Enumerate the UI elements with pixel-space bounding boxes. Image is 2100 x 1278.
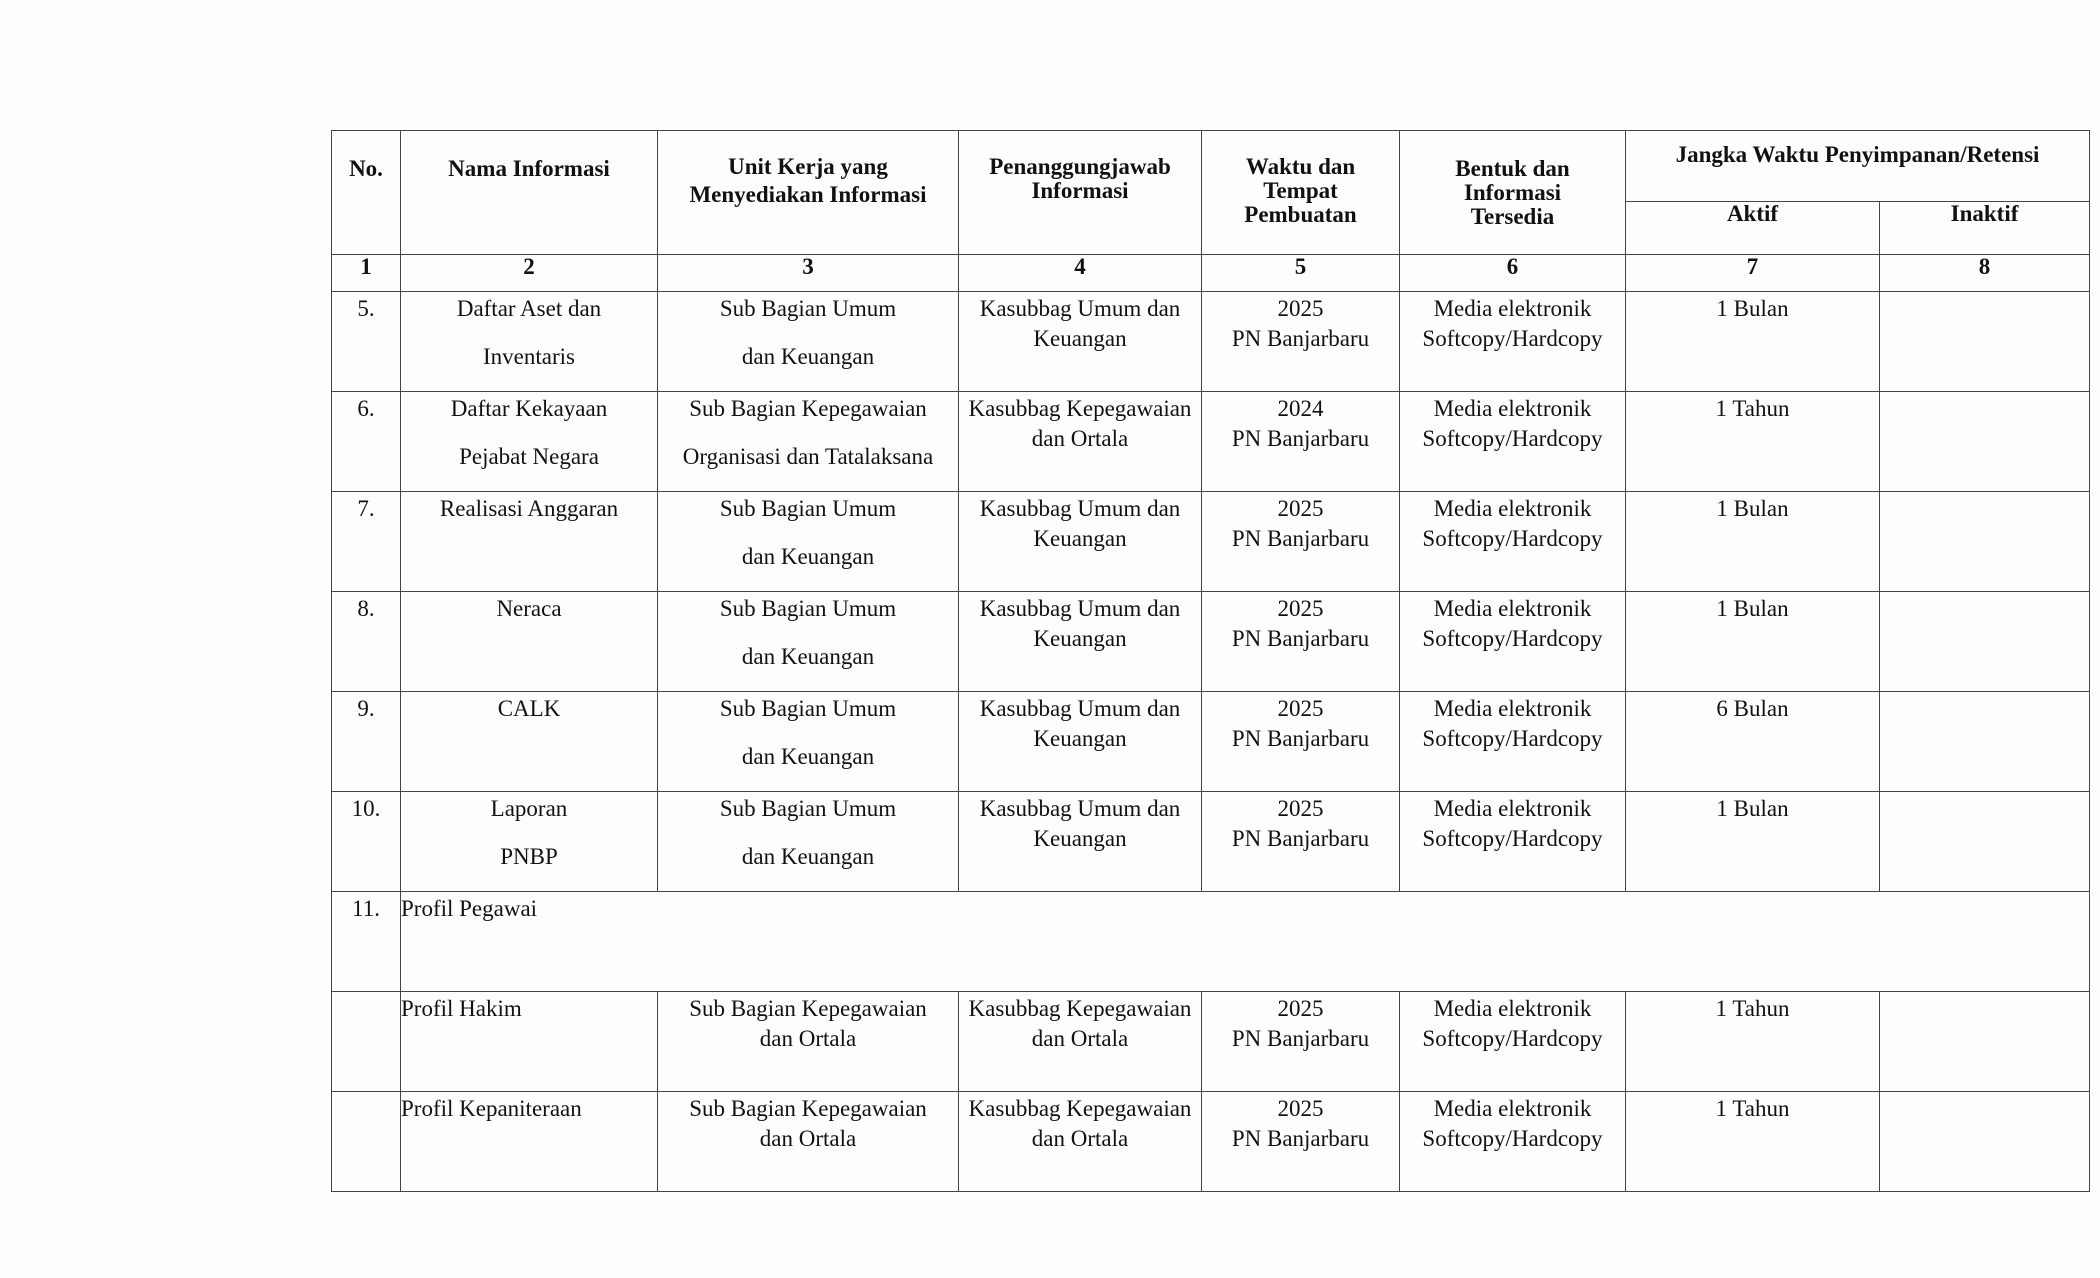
header-inaktif: Inaktif bbox=[1880, 202, 2090, 255]
cell-aktif: 1 Bulan bbox=[1626, 792, 1880, 892]
cell-aktif: 1 Bulan bbox=[1626, 292, 1880, 392]
header-penanggungjawab: Penanggungjawab Informasi bbox=[959, 131, 1202, 255]
cell-aktif: 6 Bulan bbox=[1626, 692, 1880, 792]
cell-unit-kerja: Sub Bagian Kepegawaian dan Ortala bbox=[658, 1092, 959, 1192]
cell-no: 10. bbox=[332, 792, 401, 892]
cell-aktif: 1 Bulan bbox=[1626, 592, 1880, 692]
col-number: 2 bbox=[401, 255, 658, 292]
cell-inaktif bbox=[1880, 992, 2090, 1092]
cell-no: 6. bbox=[332, 392, 401, 492]
cell-inaktif bbox=[1880, 692, 2090, 792]
cell-bentuk-informasi: Media elektronik Softcopy/Hardcopy bbox=[1400, 592, 1626, 692]
cell-bentuk-informasi: Media elektronik Softcopy/Hardcopy bbox=[1400, 1092, 1626, 1192]
cell-penanggungjawab: Kasubbag Kepegawaian dan Ortala bbox=[959, 392, 1202, 492]
cell-waktu-tempat: 2024 PN Banjarbaru bbox=[1202, 392, 1400, 492]
cell-unit-kerja: Sub Bagian Umum dan Keuangan bbox=[658, 492, 959, 592]
cell-aktif: 1 Tahun bbox=[1626, 992, 1880, 1092]
cell-unit-kerja: Sub Bagian Umum dan Keuangan bbox=[658, 292, 959, 392]
col-number: 7 bbox=[1626, 255, 1880, 292]
cell-penanggungjawab: Kasubbag Kepegawaian dan Ortala bbox=[959, 992, 1202, 1092]
cell-unit-kerja: Sub Bagian Kepegawaian Organisasi dan Tatalaksana bbox=[658, 392, 959, 492]
table-row bbox=[332, 392, 2090, 492]
cell-waktu-tempat: 2025 PN Banjarbaru bbox=[1202, 492, 1400, 592]
cell-penanggungjawab: Kasubbag Umum dan Keuangan bbox=[959, 492, 1202, 592]
cell-inaktif bbox=[1880, 792, 2090, 892]
cell-nama-informasi: Profil Kepaniteraan bbox=[401, 1092, 658, 1192]
cell-inaktif bbox=[1880, 592, 2090, 692]
cell-bentuk-informasi: Media elektronik Softcopy/Hardcopy bbox=[1400, 492, 1626, 592]
cell-waktu-tempat: 2025 PN Banjarbaru bbox=[1202, 992, 1400, 1092]
header-bentuk-informasi: Bentuk dan Informasi Tersedia bbox=[1400, 131, 1626, 255]
cell-no: 9. bbox=[332, 692, 401, 792]
cell-bentuk-informasi: Media elektronik Softcopy/Hardcopy bbox=[1400, 792, 1626, 892]
col-number: 8 bbox=[1880, 255, 2090, 292]
cell-no: 5. bbox=[332, 292, 401, 392]
cell-aktif: 1 Tahun bbox=[1626, 1092, 1880, 1192]
cell-unit-kerja: Sub Bagian Umum dan Keuangan bbox=[658, 592, 959, 692]
column-number-row bbox=[332, 255, 2090, 292]
header-waktu-tempat: Waktu dan Tempat Pembuatan bbox=[1202, 131, 1400, 255]
cell-inaktif bbox=[1880, 492, 2090, 592]
cell-nama-informasi: Neraca bbox=[401, 592, 658, 692]
header-aktif: Aktif bbox=[1626, 202, 1880, 255]
table-row bbox=[332, 592, 2090, 692]
header-row bbox=[332, 131, 2090, 202]
col-number: 1 bbox=[332, 255, 401, 292]
section-title: Profil Pegawai bbox=[401, 892, 2090, 992]
header-jangka-waktu: Jangka Waktu Penyimpanan/Retensi bbox=[1626, 131, 2090, 202]
cell-aktif: 1 Bulan bbox=[1626, 492, 1880, 592]
col-number: 3 bbox=[658, 255, 959, 292]
table-row bbox=[332, 792, 2090, 892]
header-no: No. bbox=[332, 131, 401, 255]
table-row bbox=[332, 1092, 2090, 1192]
information-table bbox=[331, 130, 2090, 1192]
cell-penanggungjawab: Kasubbag Umum dan Keuangan bbox=[959, 592, 1202, 692]
cell-waktu-tempat: 2025 PN Banjarbaru bbox=[1202, 592, 1400, 692]
cell-no: 8. bbox=[332, 592, 401, 692]
header-unit-kerja: Unit Kerja yang Menyediakan Informasi bbox=[658, 131, 959, 255]
cell-nama-informasi: Realisasi Anggaran bbox=[401, 492, 658, 592]
cell-nama-informasi: Laporan PNBP bbox=[401, 792, 658, 892]
col-number: 4 bbox=[959, 255, 1202, 292]
table-row bbox=[332, 992, 2090, 1092]
cell-nama-informasi: Daftar Aset dan Inventaris bbox=[401, 292, 658, 392]
cell-inaktif bbox=[1880, 1092, 2090, 1192]
cell-bentuk-informasi: Media elektronik Softcopy/Hardcopy bbox=[1400, 992, 1626, 1092]
cell-bentuk-informasi: Media elektronik Softcopy/Hardcopy bbox=[1400, 392, 1626, 492]
header-nama-informasi: Nama Informasi bbox=[401, 131, 658, 255]
cell-unit-kerja: Sub Bagian Kepegawaian dan Ortala bbox=[658, 992, 959, 1092]
section-row bbox=[332, 892, 2090, 992]
table-row bbox=[332, 492, 2090, 592]
cell-unit-kerja: Sub Bagian Umum dan Keuangan bbox=[658, 792, 959, 892]
cell-inaktif bbox=[1880, 392, 2090, 492]
cell-penanggungjawab: Kasubbag Umum dan Keuangan bbox=[959, 792, 1202, 892]
cell-unit-kerja: Sub Bagian Umum dan Keuangan bbox=[658, 692, 959, 792]
table-row bbox=[332, 692, 2090, 792]
cell-penanggungjawab: Kasubbag Kepegawaian dan Ortala bbox=[959, 1092, 1202, 1192]
cell-inaktif bbox=[1880, 292, 2090, 392]
cell-penanggungjawab: Kasubbag Umum dan Keuangan bbox=[959, 292, 1202, 392]
cell-waktu-tempat: 2025 PN Banjarbaru bbox=[1202, 1092, 1400, 1192]
cell-penanggungjawab: Kasubbag Umum dan Keuangan bbox=[959, 692, 1202, 792]
col-number: 5 bbox=[1202, 255, 1400, 292]
cell-waktu-tempat: 2025 PN Banjarbaru bbox=[1202, 292, 1400, 392]
cell-no: 11. bbox=[332, 892, 401, 992]
cell-nama-informasi: Daftar Kekayaan Pejabat Negara bbox=[401, 392, 658, 492]
table-row bbox=[332, 292, 2090, 392]
cell-nama-informasi: CALK bbox=[401, 692, 658, 792]
cell-no bbox=[332, 992, 401, 1092]
cell-waktu-tempat: 2025 PN Banjarbaru bbox=[1202, 692, 1400, 792]
cell-no: 7. bbox=[332, 492, 401, 592]
cell-waktu-tempat: 2025 PN Banjarbaru bbox=[1202, 792, 1400, 892]
cell-bentuk-informasi: Media elektronik Softcopy/Hardcopy bbox=[1400, 292, 1626, 392]
cell-nama-informasi: Profil Hakim bbox=[401, 992, 658, 1092]
cell-bentuk-informasi: Media elektronik Softcopy/Hardcopy bbox=[1400, 692, 1626, 792]
cell-no bbox=[332, 1092, 401, 1192]
col-number: 6 bbox=[1400, 255, 1626, 292]
cell-aktif: 1 Tahun bbox=[1626, 392, 1880, 492]
